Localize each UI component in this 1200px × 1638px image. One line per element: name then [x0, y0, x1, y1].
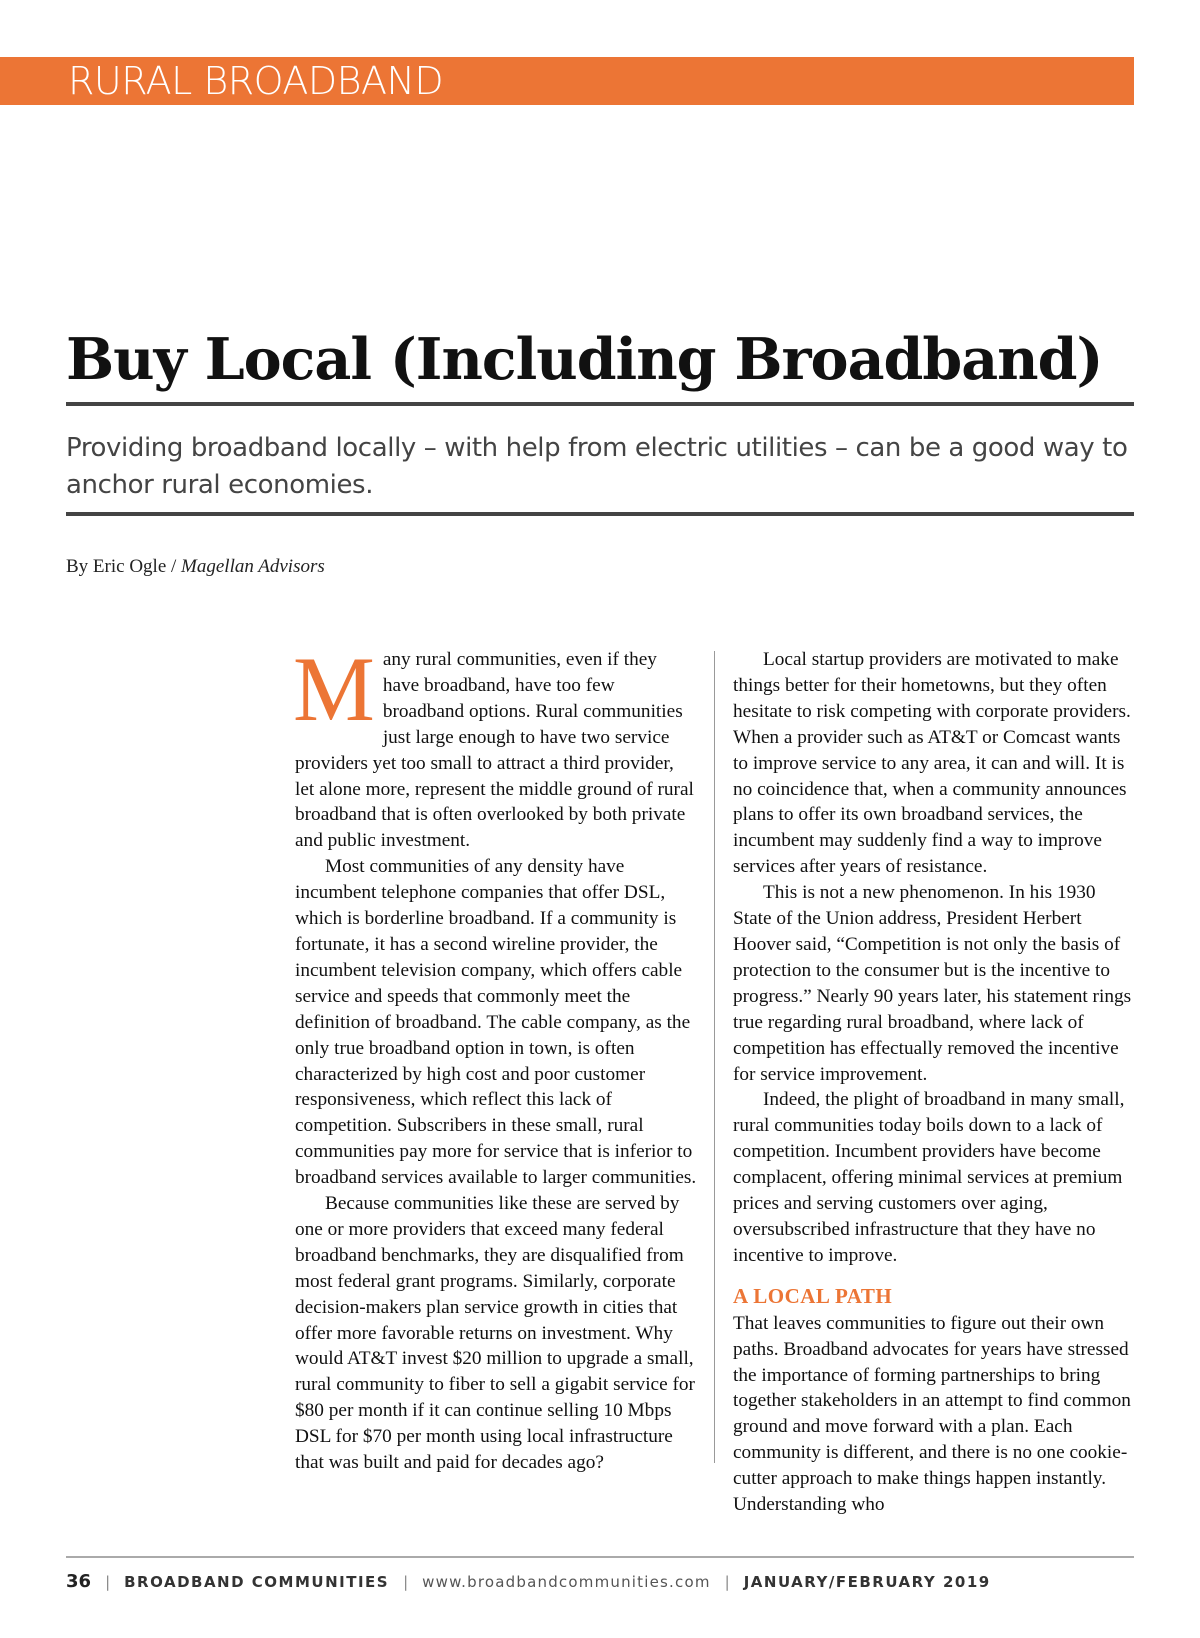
- column-divider: [714, 651, 715, 1463]
- article-column-2: [733, 647, 1135, 1518]
- paragraph: That leaves communities to figure out their own paths. Broadband advocates for years have stressed the importance of forming partnerships to bring together stakeholders in an attempt to find common ground and move forward with a plan. Each community is different, and there is no one cookie-cutter approach to make things happen instantly. Understanding who: [733, 1312, 1131, 1516]
- paragraph: Because communities like these are served by one or more providers that exceed many federal broadband benchmarks, they are disqualified from most federal grant programs. Similarly, corporate decision-makers plan service growth in cities that offer more favorable returns on investment. Why would AT&T invest $20 million to upgrade a small, rural community to fiber to sell a gigabit service for $80 per month if it can continue selling 10 Mbps DSL for $70 per month using local infrastructure that was built and paid for decades ago?: [295, 1193, 695, 1474]
- drop-cap: M: [293, 638, 375, 740]
- paragraph: Local startup providers are motivated to make things better for their hometowns, but they often hesitate to risk competing with corporate providers. When a provider such as AT&T or Comcast wants to improve service to any area, it can and will. It is no coincidence that, when a community announces plans to offer its own broadband services, the incumbent may suddenly find a way to improve services after years of resistance.: [733, 649, 1131, 878]
- paragraph: Most communities of any density have incumbent telephone companies that offer DSL, which is borderline broadband. If a community is fortunate, it has a second wireline provider, the incumbent television company, which offers cable service and speeds that commonly meet the definition of broadband. The cable company, as the only true broadband option in town, is often characterized by high cost and poor customer responsiveness, which reflect this lack of competition. Subscribers in these small, rural communities pay more for service that is inferior to broadband services available to larger communities.: [295, 856, 697, 1189]
- page-footer: [66, 1571, 991, 1592]
- byline: [66, 556, 325, 578]
- article-deck: Providing broadband locally – with help from electric utilities – can be a good way to anchor rural economies.: [66, 433, 1128, 500]
- byline-org: Magellan Advisors: [181, 556, 325, 577]
- article-column-1: [293, 638, 697, 1476]
- footer-rule: [66, 1556, 1134, 1558]
- footer-separator: |: [724, 1573, 730, 1591]
- title-rule-top: [66, 402, 1134, 406]
- paragraph: Indeed, the plight of broadband in many small, rural communities today boils down to a lack of competition. Incumbent providers have become complacent, offering minimal services at premium prices and serving customers over aging, oversubscribed infrastructure that they have no incentive to improve.: [733, 1089, 1125, 1266]
- byline-author: By Eric Ogle /: [66, 556, 182, 577]
- section-banner: [0, 57, 1134, 105]
- footer-separator: |: [105, 1573, 111, 1591]
- issue-date: JANUARY/FEBRUARY 2019: [743, 1573, 991, 1591]
- paragraph: This is not a new phenomenon. In his 1930 State of the Union address, President Herbert Hoover said, “Competition is not only the basis of protection to the consumer but is the incentive to progress.” Nearly 90 years later, his statement rings true regarding rural broadband, where lack of competition has effectually removed the incentive for service improvement.: [733, 882, 1132, 1085]
- footer-separator: |: [403, 1573, 409, 1591]
- section-subhead: A LOCAL PATH: [733, 1283, 893, 1308]
- title-rule-bottom: [66, 512, 1134, 516]
- paragraph-text: any rural communities, even if they have broadband, have too few broadband options. Rural communities just large enough to have two service providers yet too small to attract a third provider, let alone more, represent the middle ground of rural broadband that is often overlooked by both private and public investment.: [295, 649, 694, 852]
- publication-url: www.broadbandcommunities.com: [422, 1573, 711, 1591]
- page-number: 36: [66, 1571, 92, 1592]
- article-title: Buy Local (Including Broadband): [66, 326, 1103, 393]
- publication-name: BROADBAND COMMUNITIES: [124, 1573, 390, 1591]
- paragraph: [293, 638, 697, 854]
- section-label: RURAL BROADBAND: [68, 59, 444, 103]
